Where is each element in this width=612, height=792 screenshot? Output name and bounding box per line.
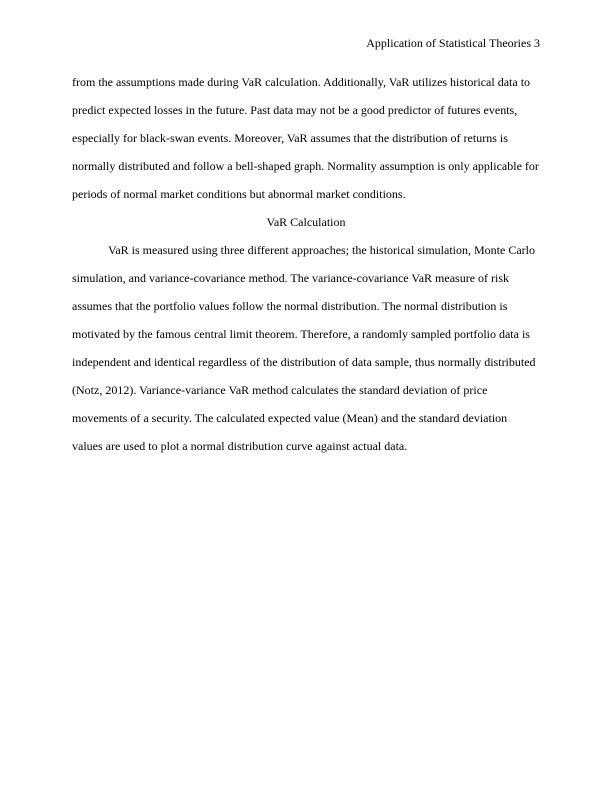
- paragraph-line: especially for black-swan events. Moreover, VaR assumes that the distribution of returns is: [72, 131, 508, 145]
- paragraph-line: simulation, and variance-covariance method. The variance-covariance VaR measure of risk: [72, 271, 510, 285]
- paragraph-line: values are used to plot a normal distribution curve against actual data.: [72, 439, 408, 453]
- paragraph-line: from the assumptions made during VaR calculation. Additionally, VaR utilizes historical data to: [72, 75, 531, 89]
- paragraph-line: motivated by the famous central limit theorem. Therefore, a randomly sampled portfolio data is: [72, 327, 530, 341]
- body-text: [72, 68, 540, 460]
- paragraph-line: normally distributed and follow a bell-shaped graph. Normality assumption is only applicable for: [72, 159, 539, 173]
- running-head: Application of Statistical Theories 3: [366, 36, 540, 50]
- paragraph-1: [72, 68, 540, 208]
- paragraph-line: (Notz, 2012). Variance-variance VaR method calculates the standard deviation of price: [72, 383, 488, 397]
- paragraph-line: assumes that the portfolio values follow the normal distribution. The normal distribution is: [72, 299, 508, 313]
- paragraph-line: independent and identical regardless of the distribution of data sample, thus normally distributed: [72, 355, 536, 369]
- section-heading: VaR Calculation: [266, 215, 346, 229]
- paragraph-line: predict expected losses in the future. Past data may not be a good predictor of futures events,: [72, 103, 518, 117]
- paragraph-line: VaR is measured using three different approaches; the historical simulation, Monte Carlo: [108, 243, 536, 257]
- paragraph-line: periods of normal market conditions but abnormal market conditions.: [72, 187, 406, 201]
- paragraph-line: movements of a security. The calculated expected value (Mean) and the standard deviation: [72, 411, 508, 425]
- paragraph-2: [72, 236, 540, 460]
